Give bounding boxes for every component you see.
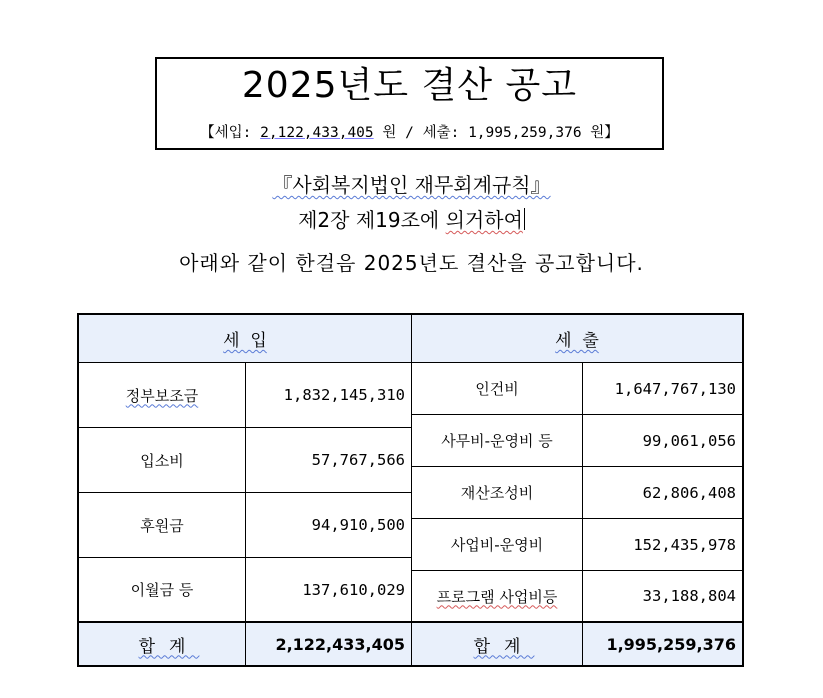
revenue-value-1: 1,832,145,310 xyxy=(283,386,405,404)
title-box xyxy=(155,57,664,150)
revenue-label-2: 입소비 xyxy=(140,451,184,470)
revenue-value-3: 94,910,500 xyxy=(311,516,405,534)
revenue-total-value: 2,122,433,405 xyxy=(246,623,411,665)
text-cursor xyxy=(524,208,525,230)
expense-label-4: 사업비-운영비 xyxy=(450,536,544,554)
expense-total-value: 1,995,259,376 xyxy=(583,623,742,665)
revenue-total-label: 합계 xyxy=(79,623,245,665)
intro-line-1 xyxy=(0,172,823,198)
summary-unit1: 원 / 세출: xyxy=(373,125,469,141)
expense-label-1: 인건비 xyxy=(475,380,519,398)
expense-value-3: 62,806,408 xyxy=(642,483,736,502)
summary-revenue: 2,122,433,405 xyxy=(260,125,374,141)
revenue-label-1: 정부보조금 xyxy=(125,386,199,405)
summary-open: 【세입: xyxy=(200,125,261,141)
summary-unit2: 원】 xyxy=(581,125,619,141)
intro-line-3: 아래와 같이 한걸음 2025년도 결산을 공고합니다. xyxy=(179,251,644,275)
expense-value-1: 1,647,767,130 xyxy=(614,379,736,398)
revenue-value-4: 137,610,029 xyxy=(302,580,405,599)
intro-line-2b: 의거하여 xyxy=(445,208,523,232)
expense-label-5: 프로그램 사업비등 xyxy=(436,587,558,606)
summary-expenditure: 1,995,259,376 xyxy=(468,125,582,141)
expense-label-3: 재산조성비 xyxy=(460,484,534,502)
expense-total-label: 합계 xyxy=(412,623,582,665)
summary-line xyxy=(157,123,662,143)
intro-line-2 xyxy=(0,207,823,233)
settlement-table xyxy=(77,313,744,667)
expense-value-4: 152,435,978 xyxy=(633,535,736,554)
intro-line-2a: 제2장 제19조에 xyxy=(298,208,446,232)
revenue-header: 세 입 xyxy=(79,315,411,362)
expense-value-5: 33,188,804 xyxy=(642,587,736,605)
revenue-value-2: 57,767,566 xyxy=(311,451,405,469)
expense-label-2: 사무비-운영비 등 xyxy=(441,432,553,450)
expense-value-2: 99,061,056 xyxy=(642,431,736,450)
revenue-label-3: 후원금 xyxy=(140,516,184,535)
intro-rule-name: 『사회복지법인 재무회계규칙』 xyxy=(272,173,551,197)
page-title: 2025년도 결산 공고 xyxy=(241,65,578,106)
revenue-label-4: 이월금 등 xyxy=(130,581,194,599)
expense-header: 세 출 xyxy=(412,315,742,362)
